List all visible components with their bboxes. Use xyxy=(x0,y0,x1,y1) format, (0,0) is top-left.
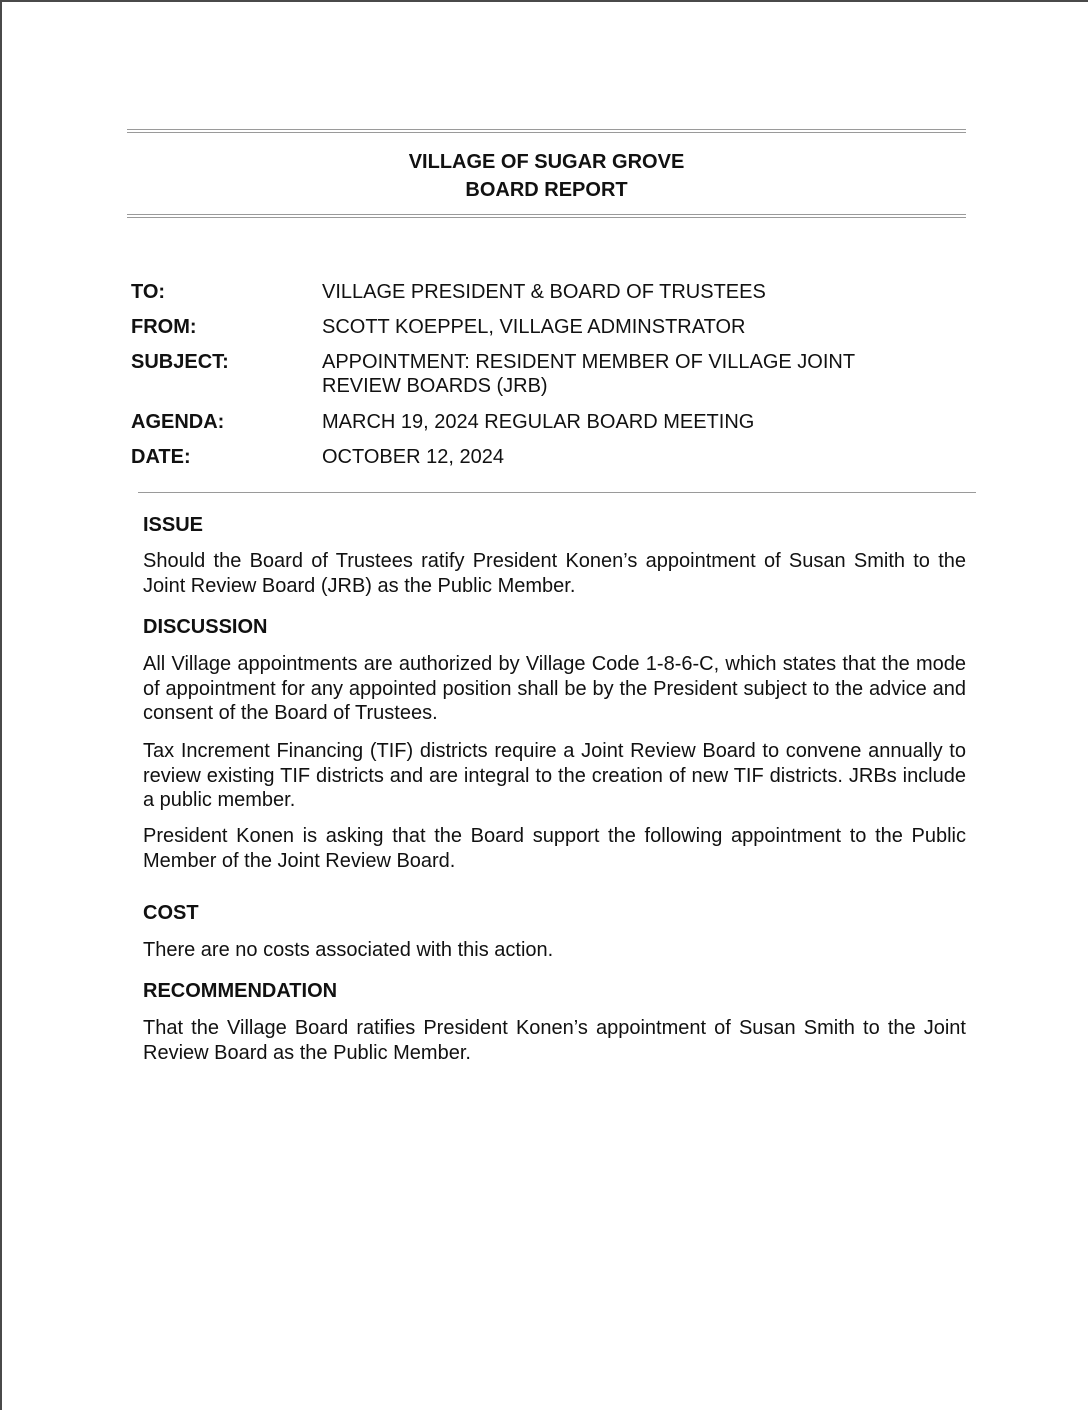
memo-value-subject-line2: REVIEW BOARDS (JRB) xyxy=(322,375,548,397)
memo-separator xyxy=(138,492,976,493)
memo-value-agenda: MARCH 19, 2024 REGULAR BOARD MEETING xyxy=(322,411,755,433)
memo-label-from: FROM: xyxy=(131,316,197,338)
cost-paragraph: There are no costs associated with this action. xyxy=(143,939,554,961)
header-bottom-rule xyxy=(127,214,966,218)
memo-value-from: SCOTT KOEPPEL, VILLAGE ADMINSTRATOR xyxy=(322,316,746,338)
issue-paragraph: Should the Board of Trustees ratify President Konen’s appointment of Susan Smith to the Joint Review Board (JRB) as the Public Member. xyxy=(143,550,966,597)
memo-value-to: VILLAGE PRESIDENT & BOARD OF TRUSTEES xyxy=(322,281,766,303)
recommendation-paragraph: That the Village Board ratifies President Konen’s appointment of Susan Smith to the Joint Review Board as the Public Member. xyxy=(143,1017,966,1064)
cost-heading: COST xyxy=(143,902,199,924)
memo-label-agenda: AGENDA: xyxy=(131,411,225,433)
memo-label-subject: SUBJECT: xyxy=(131,351,229,373)
memo-label-date: DATE: xyxy=(131,446,191,468)
header-top-rule xyxy=(127,129,966,133)
memo-value-subject-line1: APPOINTMENT: RESIDENT MEMBER OF VILLAGE JOINT xyxy=(322,351,856,373)
memo-value-date: OCTOBER 12, 2024 xyxy=(322,446,504,468)
discussion-heading: DISCUSSION xyxy=(143,616,268,638)
discussion-paragraph-3: President Konen is asking that the Board support the following appointment to the Public Member of the Joint Review Board. xyxy=(143,825,966,872)
recommendation-heading: RECOMMENDATION xyxy=(143,980,338,1002)
issue-heading: ISSUE xyxy=(143,514,204,536)
discussion-paragraph-2: Tax Increment Financing (TIF) districts require a Joint Review Board to convene annually to review existing TIF districts and are integral to the creation of new TIF districts. JRBs include a public member. xyxy=(143,740,966,811)
report-type-title: BOARD REPORT xyxy=(465,179,628,201)
memo-label-to: TO: xyxy=(131,281,166,303)
memo-value-subject xyxy=(322,350,962,398)
report-org-title: VILLAGE OF SUGAR GROVE xyxy=(408,151,685,173)
discussion-paragraph-1: All Village appointments are authorized by Village Code 1-8-6-C, which states that the mode of appointment for any appointed position shall be by the President subject to the advice and consent of the Board of Trustees. xyxy=(143,653,966,724)
